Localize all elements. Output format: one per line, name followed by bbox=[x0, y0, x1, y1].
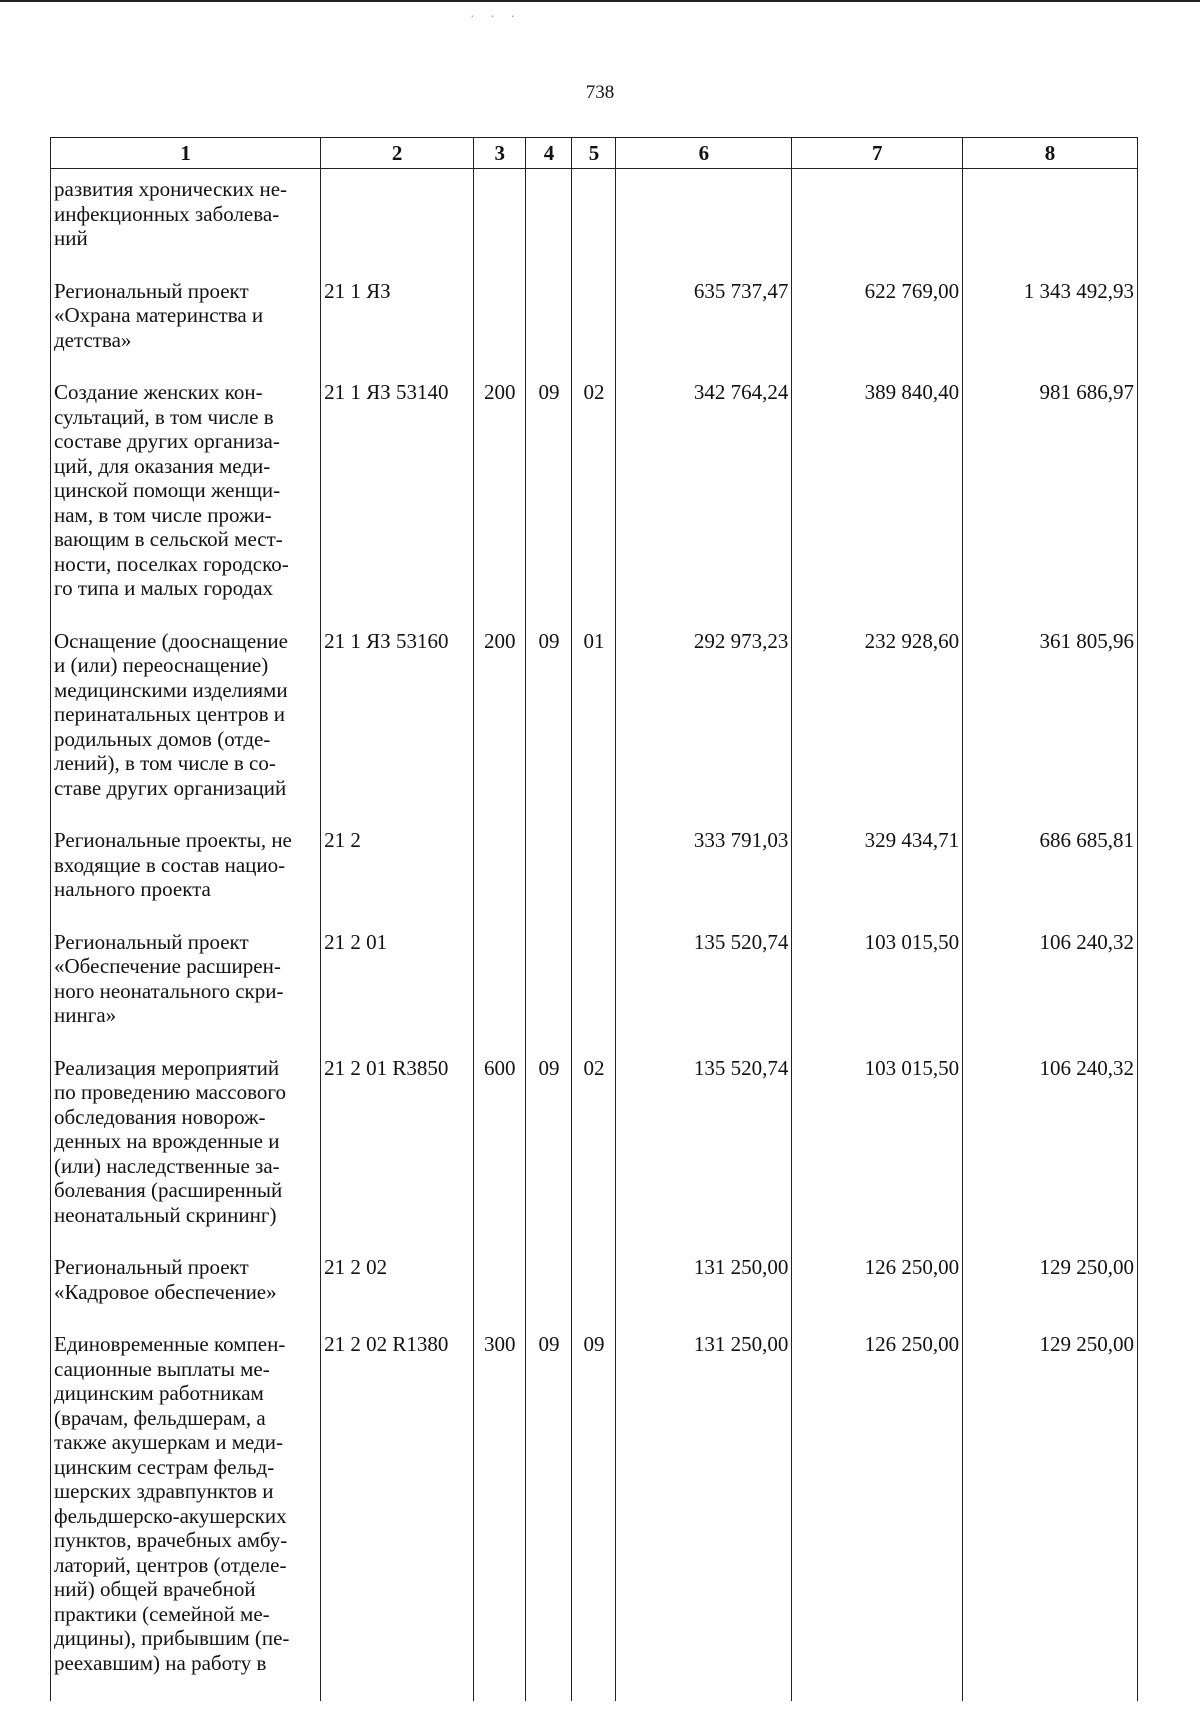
expense-type-cell bbox=[474, 928, 526, 1054]
amount-col6-cell: 135 520,74 bbox=[616, 1054, 792, 1254]
amount-col8-cell: 686 685,81 bbox=[963, 826, 1138, 928]
amount-col7-cell: 622 769,00 bbox=[792, 277, 963, 379]
budget-code-cell: 21 2 bbox=[321, 826, 474, 928]
column-header: 6 bbox=[616, 138, 792, 169]
budget-code-cell: 21 1 ЯЗ 53140 bbox=[321, 378, 474, 627]
amount-col6-cell: 135 520,74 bbox=[616, 928, 792, 1054]
amount-col7-cell: 126 250,00 bbox=[792, 1330, 963, 1701]
section-cell: 09 bbox=[526, 627, 572, 827]
amount-col7-cell: 329 434,71 bbox=[792, 826, 963, 928]
subsection-cell bbox=[572, 277, 616, 379]
amount-col7-cell: 103 015,50 bbox=[792, 928, 963, 1054]
scan-top-edge bbox=[0, 0, 1200, 2]
row-name-cell: Создание женских кон- сультаций, в том числе в составе других организа- ций, для оказания меди- цинской помощи женщи- нам, в том числе прожи- вающим в сельской мест- ности, поселках городско- го типа и малых городах bbox=[51, 378, 321, 627]
amount-col7-cell: 103 015,50 bbox=[792, 1054, 963, 1254]
table-row bbox=[51, 378, 1138, 627]
table-body bbox=[51, 169, 1138, 1702]
subsection-cell bbox=[572, 169, 616, 277]
table-row bbox=[51, 928, 1138, 1054]
amount-col7-cell: 232 928,60 bbox=[792, 627, 963, 827]
row-name-cell: Реализация мероприятий по проведению массового обследования новорож- денных на врожденные и (или) наследственные за- болевания (расширенный неонатальный скрининг) bbox=[51, 1054, 321, 1254]
section-cell: 09 bbox=[526, 1330, 572, 1701]
subsection-cell: 09 bbox=[572, 1330, 616, 1701]
section-cell bbox=[526, 169, 572, 277]
amount-col8-cell: 129 250,00 bbox=[963, 1253, 1138, 1330]
subsection-cell: 02 bbox=[572, 378, 616, 627]
expense-type-cell: 200 bbox=[474, 378, 526, 627]
table-row bbox=[51, 1253, 1138, 1330]
page-number: 738 bbox=[585, 82, 615, 103]
budget-code-cell: 21 2 02 bbox=[321, 1253, 474, 1330]
section-cell bbox=[526, 928, 572, 1054]
subsection-cell bbox=[572, 928, 616, 1054]
amount-col6-cell: 333 791,03 bbox=[616, 826, 792, 928]
amount-col8-cell: 1 343 492,93 bbox=[963, 277, 1138, 379]
amount-col7-cell: 126 250,00 bbox=[792, 1253, 963, 1330]
section-cell bbox=[526, 1253, 572, 1330]
expense-type-cell bbox=[474, 169, 526, 277]
amount-col7-cell bbox=[792, 169, 963, 277]
budget-code-cell: 21 2 01 bbox=[321, 928, 474, 1054]
table-row bbox=[51, 627, 1138, 827]
budget-code-cell: 21 2 02 R1380 bbox=[321, 1330, 474, 1701]
table-row bbox=[51, 826, 1138, 928]
table-row bbox=[51, 169, 1138, 277]
amount-col8-cell: 106 240,32 bbox=[963, 1054, 1138, 1254]
expense-type-cell bbox=[474, 826, 526, 928]
column-header: 4 bbox=[526, 138, 572, 169]
table-row bbox=[51, 277, 1138, 379]
row-name-cell: Региональный проект «Охрана материнства и детства» bbox=[51, 277, 321, 379]
expense-type-cell bbox=[474, 277, 526, 379]
section-cell: 09 bbox=[526, 378, 572, 627]
subsection-cell bbox=[572, 826, 616, 928]
amount-col8-cell: 361 805,96 bbox=[963, 627, 1138, 827]
row-name-cell: Единовременные компен- сационные выплаты ме- дицинским работникам (врачам, фельдшерам, а также акушеркам и меди- цинским сестрам фельд- шерских здравпунктов и фельдшерско-акушерских пунктов, врачебных амбу- латорий, центров (отделе- ний) общей врачебной практики (семейной ме- дицины), прибывшим (пе- реехавшим) на работу в bbox=[51, 1330, 321, 1701]
amount-col7-cell: 389 840,40 bbox=[792, 378, 963, 627]
amount-col8-cell: 106 240,32 bbox=[963, 928, 1138, 1054]
table-row bbox=[51, 1330, 1138, 1701]
subsection-cell: 01 bbox=[572, 627, 616, 827]
column-header: 2 bbox=[321, 138, 474, 169]
subsection-cell: 02 bbox=[572, 1054, 616, 1254]
table-header-row bbox=[51, 138, 1138, 169]
amount-col6-cell: 131 250,00 bbox=[616, 1330, 792, 1701]
amount-col6-cell bbox=[616, 169, 792, 277]
section-cell bbox=[526, 277, 572, 379]
row-name-cell: Региональный проект «Обеспечение расширен- ного неонатального скри- нинга» bbox=[51, 928, 321, 1054]
table-row bbox=[51, 1054, 1138, 1254]
row-name-cell: развития хронических не- инфекционных заболева- ний bbox=[51, 169, 321, 277]
amount-col6-cell: 292 973,23 bbox=[616, 627, 792, 827]
column-header: 5 bbox=[572, 138, 616, 169]
section-cell bbox=[526, 826, 572, 928]
budget-code-cell: 21 1 ЯЗ bbox=[321, 277, 474, 379]
column-header: 8 bbox=[963, 138, 1138, 169]
row-name-cell: Региональные проекты, не входящие в состав нацио- нального проекта bbox=[51, 826, 321, 928]
column-header: 1 bbox=[51, 138, 321, 169]
amount-col6-cell: 635 737,47 bbox=[616, 277, 792, 379]
column-header: 3 bbox=[474, 138, 526, 169]
budget-code-cell: 21 1 ЯЗ 53160 bbox=[321, 627, 474, 827]
expense-type-cell: 200 bbox=[474, 627, 526, 827]
amount-col8-cell: 129 250,00 bbox=[963, 1330, 1138, 1701]
section-cell: 09 bbox=[526, 1054, 572, 1254]
amount-col6-cell: 131 250,00 bbox=[616, 1253, 792, 1330]
column-header: 7 bbox=[792, 138, 963, 169]
amount-col8-cell: 981 686,97 bbox=[963, 378, 1138, 627]
scan-specks: · · · bbox=[470, 10, 521, 25]
amount-col8-cell bbox=[963, 169, 1138, 277]
expense-type-cell: 300 bbox=[474, 1330, 526, 1701]
expense-type-cell bbox=[474, 1253, 526, 1330]
row-name-cell: Оснащение (дооснащение и (или) переоснащение) медицинскими изделиями перинатальных центров и родильных домов (отде- лений), в том числе в со- ставе других организаций bbox=[51, 627, 321, 827]
budget-code-cell: 21 2 01 R3850 bbox=[321, 1054, 474, 1254]
row-name-cell: Региональный проект «Кадровое обеспечение» bbox=[51, 1253, 321, 1330]
budget-table bbox=[50, 137, 1138, 1701]
amount-col6-cell: 342 764,24 bbox=[616, 378, 792, 627]
subsection-cell bbox=[572, 1253, 616, 1330]
budget-code-cell bbox=[321, 169, 474, 277]
expense-type-cell: 600 bbox=[474, 1054, 526, 1254]
